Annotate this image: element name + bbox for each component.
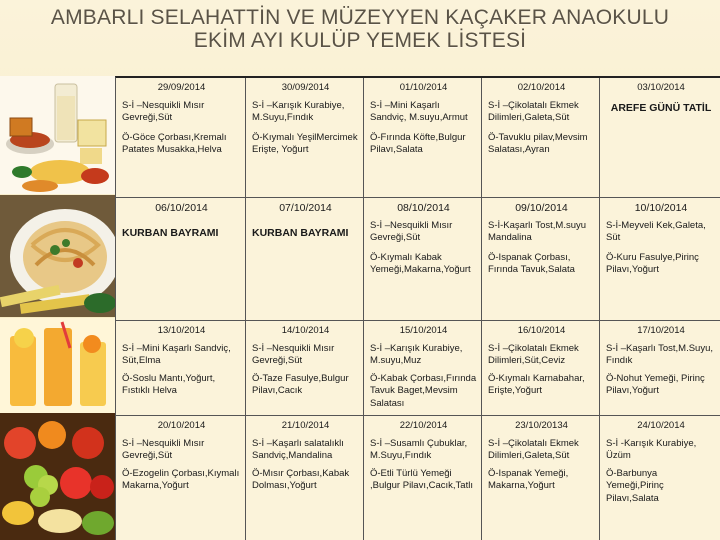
snack-item: S-İ –Susamlı Çubuklar, M.Suyu,Fındık (370, 437, 468, 461)
snack-item: S-İ –Çikolatalı Ekmek Dilimleri,Süt,Ceviz (488, 342, 579, 366)
menu-date: 14/10/2014 (281, 325, 330, 336)
menu-cell (600, 416, 720, 540)
menu-cell (482, 78, 600, 198)
snack-item: S-İ –Nesquikli Mısır Gevreği,Süt (122, 99, 205, 123)
menu-date: 13/10/2014 (157, 325, 206, 336)
menu-cell (116, 198, 246, 321)
lunch-item: Ö-Ispanak Yemeği, Makarna,Yoğurt (488, 467, 569, 491)
snack-item: S-İ -Karışık Kurabiye, Üzüm (606, 437, 697, 461)
menu-cell (116, 321, 246, 416)
snack-item: S-İ –Çikolatalı Ekmek Dilimleri,Galeta,Süt (488, 437, 579, 461)
menu-cell (246, 198, 364, 321)
menu-date: 10/10/2014 (634, 202, 688, 214)
menu-date: 03/10/2014 (637, 82, 685, 93)
snack-item: S-İ –Kaşarlı Tost,M.Suyu, Fındık (606, 342, 714, 366)
food-image-pasta (0, 195, 118, 317)
menu-date: 24/10/2014 (637, 420, 685, 431)
lunch-item: Ö-Nohut Yemeği, Pirinç Pilavı,Yoğurt (606, 372, 705, 396)
menu-date: 06/10/2014 (155, 202, 208, 214)
holiday-label: AREFE GÜNÜ TATİL (610, 101, 712, 114)
lunch-item: Ö-Barbunya Yemeği,Pirinç Pilavı,Salata (606, 467, 664, 504)
menu-date: 20/10/2014 (157, 420, 206, 431)
food-image-juice (0, 318, 118, 413)
lunch-item: Ö-Kıymalı Karnabahar, Erişte,Yoğurt (488, 372, 585, 396)
menu-cell (600, 78, 720, 198)
menu-date: 16/10/2014 (517, 325, 566, 336)
menu-cell (246, 416, 364, 540)
menu-cell (116, 78, 246, 198)
snack-item: S-İ-Kaşarlı Tost,M.suyu Mandalina (488, 219, 587, 243)
menu-date: 07/10/2014 (279, 202, 332, 214)
menu-cell (364, 416, 482, 540)
menu-cell (600, 198, 720, 321)
menu-cell (600, 321, 720, 416)
snack-item: S-İ-Meyveli Kek,Galeta, Süt (606, 219, 706, 243)
menu-cell (482, 321, 600, 416)
menu-cell (364, 321, 482, 416)
lunch-item: Ö-Mısır Çorbası,Kabak Dolması,Yoğurt (252, 467, 350, 491)
lunch-item: Ö-Göce Çorbası,Kremalı Patates Musakka,Helva (122, 131, 227, 155)
lunch-item: Ö-Ispanak Çorbası, Fırında Tavuk,Salata (488, 251, 575, 275)
snack-item: S-İ –Nesquikli Mısır Gevreği,Süt (252, 342, 335, 366)
menu-date: 22/10/2014 (399, 420, 448, 431)
menu-cell (482, 198, 600, 321)
snack-item: S-İ –Kaşarlı salatalıklı Sandviç,Mandalina (252, 437, 344, 461)
menu-cell (364, 198, 482, 321)
menu-cell (116, 416, 246, 540)
menu-date: 02/10/2014 (517, 82, 566, 93)
menu-date: 01/10/2014 (399, 82, 448, 93)
snack-item: S-İ –Çikolatalı Ekmek Dilimleri,Galeta,Süt (488, 99, 579, 123)
lunch-item: Ö-Ezogelin Çorbası,Kıymalı Makarna,Yoğurt (122, 467, 240, 491)
menu-date: 23/10/20134 (515, 420, 568, 431)
lunch-item: Ö-Kıymalı YeşilMercimek Erişte, Yoğurt (252, 131, 358, 155)
food-image-fruits (0, 413, 118, 540)
lunch-item: Ö-Kabak Çorbası,Fırında Tavuk Baget,Mevsim Salatası (370, 372, 477, 409)
menu-cell (246, 321, 364, 416)
menu-date: 21/10/2014 (281, 420, 330, 431)
page-title (0, 6, 720, 52)
holiday-label: KURBAN BAYRAMI (122, 226, 219, 239)
snack-item: S-İ –Mini Kaşarlı Sandviç, Süt,Elma (122, 342, 231, 366)
title-line-1: AMBARLI SELAHATTİN VE MÜZEYYEN KAÇAKER ANAOKULU (50, 6, 670, 29)
lunch-item: Ö-Etli Türlü Yemeği ,Bulgur Pilavı,Cacık,Tatlı (370, 467, 473, 491)
menu-date: 17/10/2014 (637, 325, 685, 336)
menu-table (115, 76, 720, 540)
snack-item: S-İ –Karışık Kurabiye, M.suyu,Muz (370, 342, 463, 366)
menu-date: 30/09/2014 (281, 82, 330, 93)
menu-date: 29/09/2014 (157, 82, 206, 93)
menu-cell (246, 78, 364, 198)
snack-item: S-İ –Nesquikli Mısır Gevreği,Süt (370, 219, 453, 243)
snack-item: S-İ –Nesquikli Mısır Gevreği,Süt (122, 437, 205, 461)
snack-item: S-İ –Mini Kaşarlı Sandviç, M.suyu,Armut (370, 99, 468, 123)
lunch-item: Ö-Soslu Mantı,Yoğurt, Fıstıklı Helva (122, 372, 216, 396)
lunch-item: Ö-Fırında Köfte,Bulgur Pilavı,Salata (370, 131, 466, 155)
menu-date: 15/10/2014 (399, 325, 448, 336)
menu-date: 08/10/2014 (397, 202, 450, 214)
title-line-2: EKİM AYI KULÜP YEMEK LİSTESİ (193, 29, 527, 52)
lunch-item: Ö-Taze Fasulye,Bulgur Pilavı,Cacık (252, 372, 349, 396)
lunch-item: Ö-Tavuklu pilav,Mevsim Salatası,Ayran (488, 131, 588, 155)
menu-cell (364, 78, 482, 198)
food-image-breakfast (0, 76, 118, 194)
holiday-label: KURBAN BAYRAMI (252, 226, 349, 239)
menu-cell (482, 416, 600, 540)
lunch-item: Ö-Kıymalı Kabak Yemeği,Makarna,Yoğurt (370, 251, 471, 275)
lunch-item: Ö-Kuru Fasulye,Pirinç Pilavı,Yoğurt (606, 251, 699, 275)
menu-date: 09/10/2014 (515, 202, 568, 214)
snack-item: S-İ –Karışık Kurabiye, M.Suyu,Fındık (252, 99, 345, 123)
